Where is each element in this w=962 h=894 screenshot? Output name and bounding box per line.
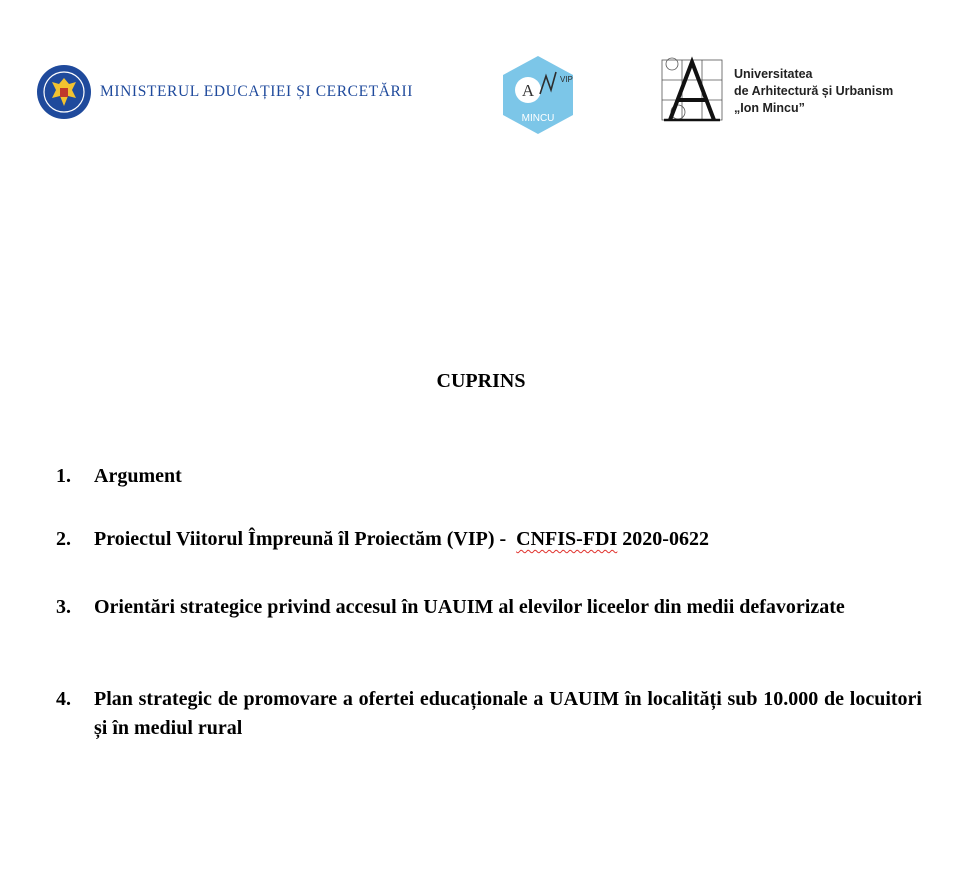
page-title: CUPRINS [436, 370, 526, 392]
toc-item-text: Orientări strategice privind accesul în UAUIM al elevilor liceelor din medii defavorizate [94, 596, 845, 618]
uauim-logo [658, 54, 893, 126]
vip-mincu-logo [500, 54, 576, 136]
toc-item-vip-project [56, 525, 922, 554]
toc-item-text: Argument [94, 465, 182, 487]
toc-item-promotion-plan [56, 685, 922, 743]
uauim-emblem-icon [658, 54, 726, 126]
ministry-logo [36, 64, 413, 120]
university-name: Universitatea de Arhitectură și Urbanism „Ion Mincu” [734, 67, 894, 115]
toc-item-text: Proiectul Viitorul Împreună îl Proiectăm (VIP) - CNFIS-FDI 2020-0622 [94, 528, 709, 550]
toc-item-number: 1. [56, 465, 71, 487]
svg-text:VIP: VIP [560, 75, 573, 84]
toc-item-number: 4. [56, 688, 71, 710]
ministry-name: MINISTERUL EDUCAȚIEI ȘI CERCETĂRII [100, 83, 414, 100]
toc-item-number: 2. [56, 528, 71, 550]
toc-item-text: Plan strategic de promovare a ofertei educaționale a UAUIM în localități sub 10.000 de locuitori și în mediul rural [94, 688, 922, 739]
toc-item-number: 3. [56, 596, 71, 618]
toc-item-strategic-orientation [56, 593, 922, 622]
spellcheck-flagged-word[interactable]: CNFIS-FDI [516, 528, 618, 550]
toc-item-argument [56, 462, 922, 491]
svg-text:A: A [521, 81, 535, 100]
ministry-seal-icon [36, 64, 92, 120]
svg-text:MINCU: MINCU [521, 113, 555, 124]
document-header [0, 0, 962, 160]
